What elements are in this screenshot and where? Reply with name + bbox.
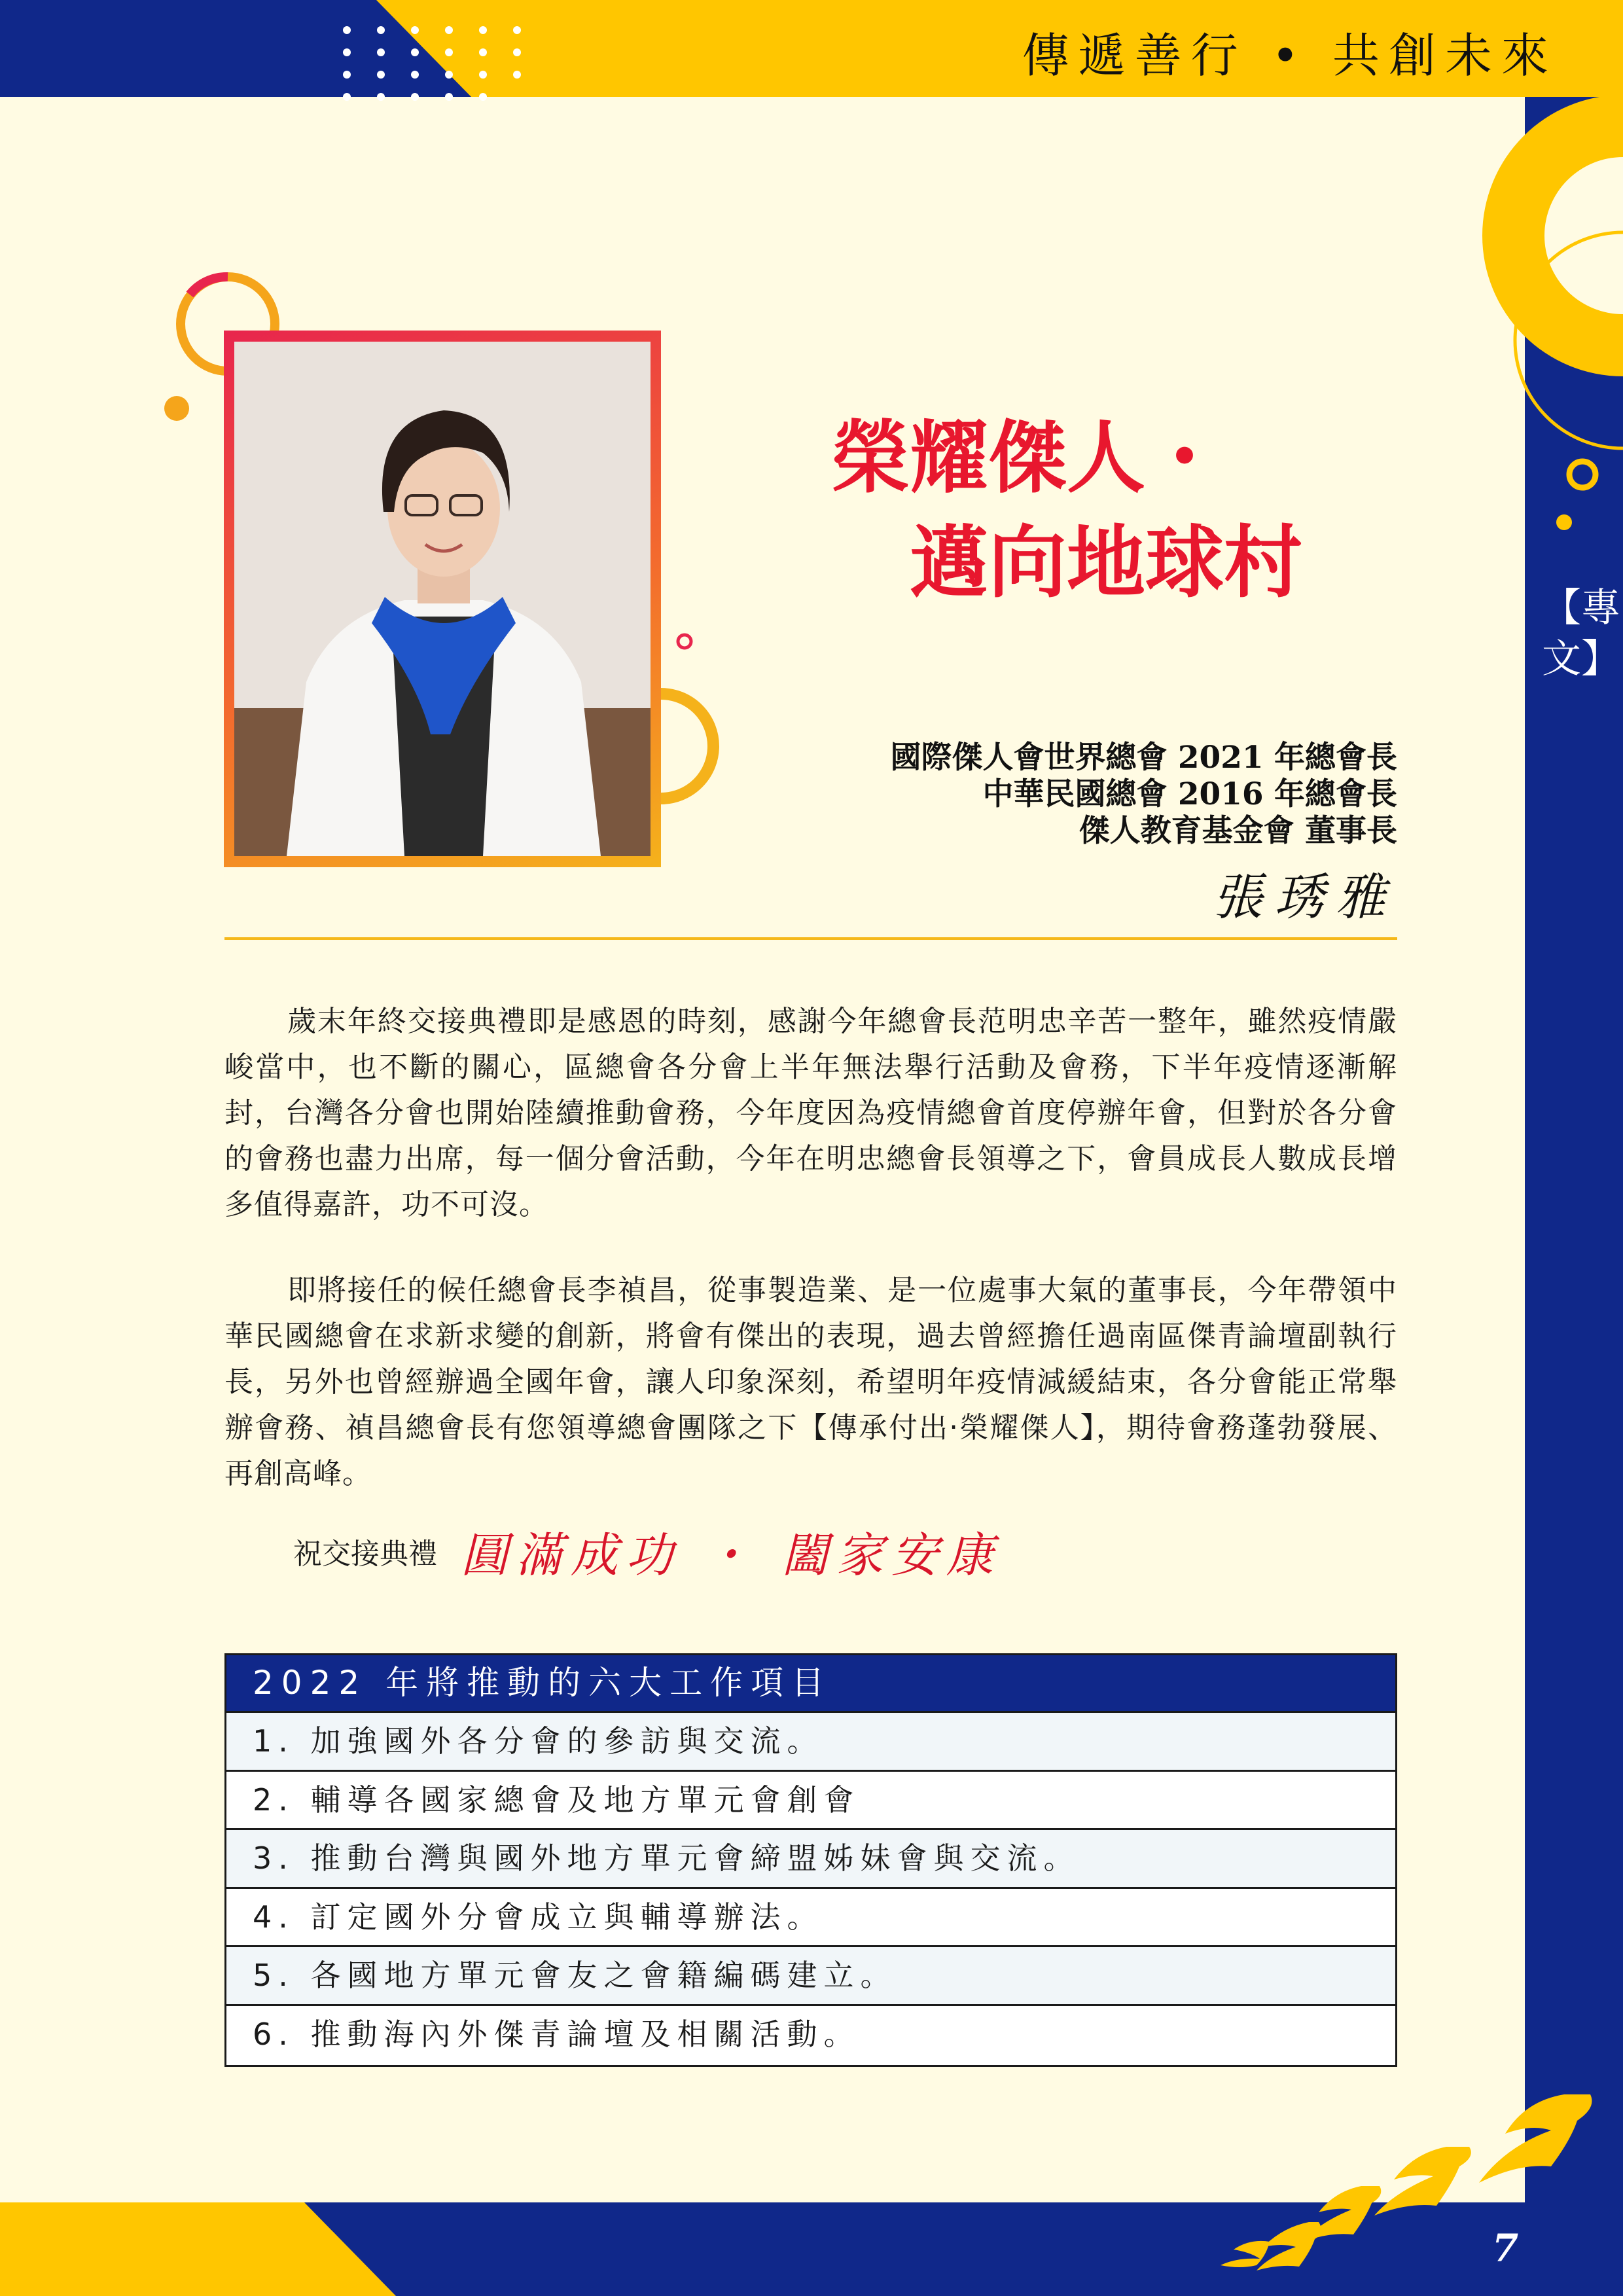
title-line-1: 榮耀傑人・: [831, 412, 1224, 504]
header-slogan: 傳遞善行 • 共創未來: [1022, 28, 1558, 83]
portrait-photo: [234, 342, 651, 856]
author-signature: 張琇雅: [1213, 868, 1397, 926]
work-items-table: [224, 1653, 1397, 2067]
work-items-header: 2022 年將推動的六大工作項目: [226, 1655, 1395, 1711]
section-tag: [1542, 583, 1620, 685]
work-item-row: 2. 輔導各國家總會及地方單元會創會: [226, 1770, 1395, 1829]
divider-line: [224, 937, 1397, 940]
wish-phrase: 圓滿成功 ・ 闔家安康: [461, 1528, 1001, 1583]
body-paragraph-2: 即將接任的候任總會長李禎昌，從事製造業、是一位處事大氣的董事長，今年帶領中華民國總會在求新求變的創新，將會有傑出的表現，過去曾經擔任過南區傑青論壇副執行長，另外也曾經辦過全國年會，讓人印象深刻，希望明年疫情減緩結束，各分會能正常舉辦會務、禎昌總會長有您領導總會團隊之下【傳承付出‧榮耀傑人】，期待會務蓬勃發展、再創高峰。: [224, 1274, 1397, 1490]
title-line-2: 邁向地球村: [910, 516, 1302, 609]
work-item-row: 3. 推動台灣與國外地方單元會締盟姊妹會與交流。: [226, 1828, 1395, 1887]
right-band-navy: [1525, 97, 1623, 2204]
half-ring-photo: [661, 694, 713, 798]
closing-wish: [293, 1517, 1013, 1583]
author-role: 國際傑人會世界總會 2021 年總會長: [890, 740, 1397, 776]
author-roles: [720, 740, 1397, 850]
small-ring-photo: [678, 635, 691, 648]
author-role: 中華民國總會 2016 年總會長: [982, 776, 1397, 812]
body-paragraph-1: 歲末年終交接典禮即是感恩的時刻，感謝今年總會長范明忠辛苦一整年，雖然疫情嚴峻當中，也不斷的關心，區總會各分會上半年無法舉行活動及會務，下半年疫情逐漸解封，台灣各分會也開始陸續推動會務，今年度因為疫情總會首度停辦年會，但對於各分會的會務也盡力出席，每一個分會活動，今年在明忠總會長領導之下，會員成長人數成長增多值得嘉許，功不可沒。: [224, 1005, 1397, 1221]
section-tag-text: 【專文】: [1542, 585, 1620, 682]
work-item-row: 5. 各國地方單元會友之會籍編碼建立。: [226, 1945, 1395, 2004]
page-number: 7: [1491, 2226, 1519, 2270]
work-item-row: 4. 訂定國外分會成立與輔導辦法。: [226, 1887, 1395, 1946]
work-item-row: 1. 加強國外各分會的參訪與交流。: [226, 1711, 1395, 1770]
small-dot-right: [1556, 514, 1572, 530]
article-title: [812, 406, 1387, 615]
dot-left: [164, 396, 189, 421]
work-item-row: 6. 推動海內外傑青論壇及相關活動。: [226, 2004, 1395, 2063]
author-role: 傑人教育基金會 董事長: [1079, 813, 1397, 849]
wish-label: 祝交接典禮: [293, 1537, 437, 1571]
